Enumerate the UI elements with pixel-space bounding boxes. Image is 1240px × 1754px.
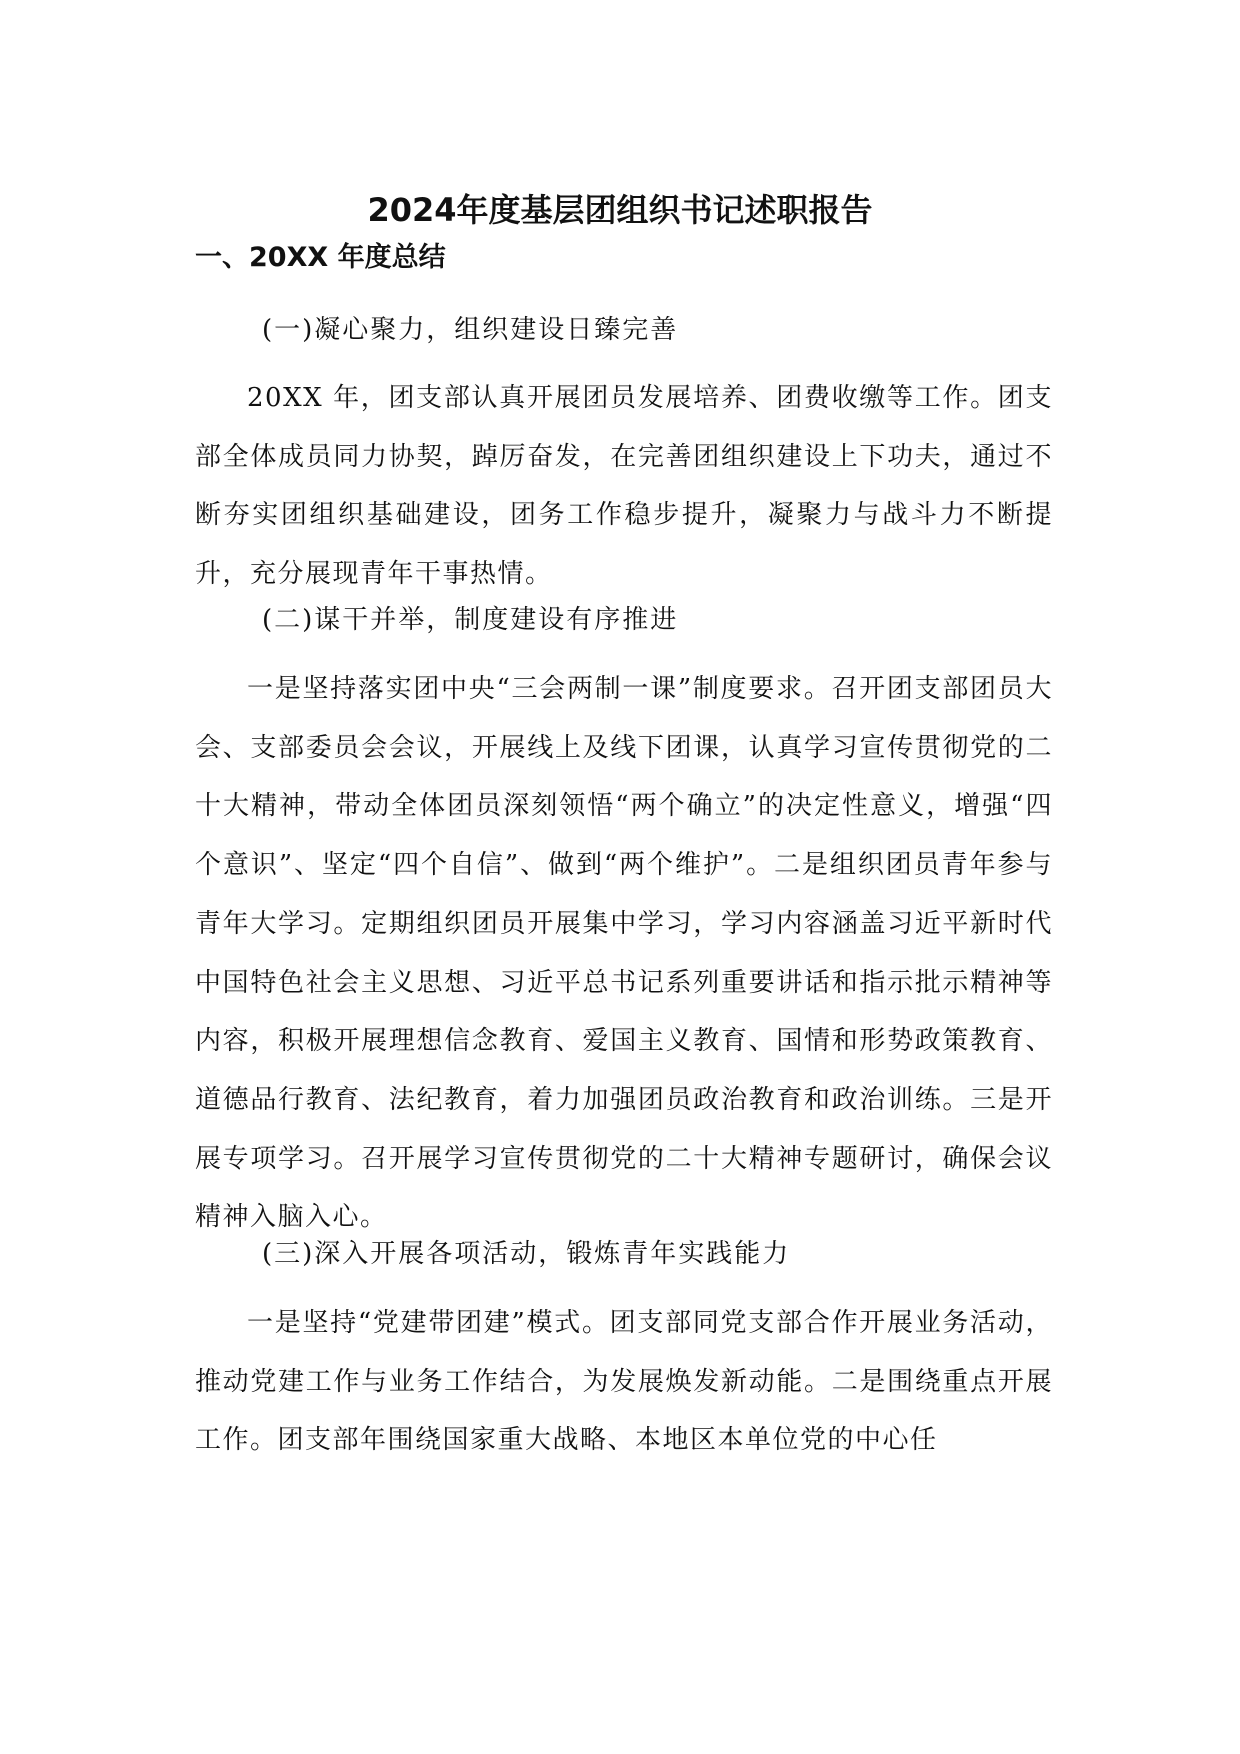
subsection-heading-1: (一)凝心聚力，组织建设日臻完善 <box>262 315 679 345</box>
subsection-heading-2: (二)谋干并举，制度建设有序推进 <box>262 605 679 635</box>
paragraph-1: 20XX 年，团支部认真开展团员发展培养、团费收缴等工作。团支部全体成员同力协契，踔厉奋发，在完善团组织建设上下功夫，通过不断夯实团组织基础建设，团务工作稳步提升，凝聚力与战斗力不断提升，充分展现青年干事热情。 <box>195 383 1053 590</box>
subsection-heading-3: (三)深入开展各项活动，锻炼青年实践能力 <box>262 1239 791 1269</box>
paragraph-3: 一是坚持“党建带团建”模式。团支部同党支部合作开展业务活动，推动党建工作与业务工作结合，为发展焕发新动能。二是围绕重点开展工作。团支部年围绕国家重大战略、本地区本单位党的中心任 <box>195 1308 1053 1456</box>
section-heading: 一、20XX 年度总结 <box>195 242 446 273</box>
document-title: 2024年度基层团组织书记述职报告 <box>367 191 873 229</box>
paragraph-2: 一是坚持落实团中央“三会两制一课”制度要求。召开团支部团员大会、支部委员会会议，开展线上及线下团课，认真学习宣传贯彻党的二十大精神，带动全体团员深刻领悟“两个确立”的决定性意义，增强“四个意识”、坚定“四个自信”、做到“两个维护”。二是组织团员青年参与青年大学习。定期组织团员开展集中学习，学习内容涵盖习近平新时代中国特色社会主义思想、习近平总书记系列重要讲话和指示批示精神等内容，积极开展理想信念教育、爱国主义教育、国情和形势政策教育、道德品行教育、法纪教育，着力加强团员政治教育和政治训练。三是开展专项学习。召开展学习宣传贯彻党的二十大精神专题研讨，确保会议精神入脑入心。 <box>195 674 1053 1233</box>
